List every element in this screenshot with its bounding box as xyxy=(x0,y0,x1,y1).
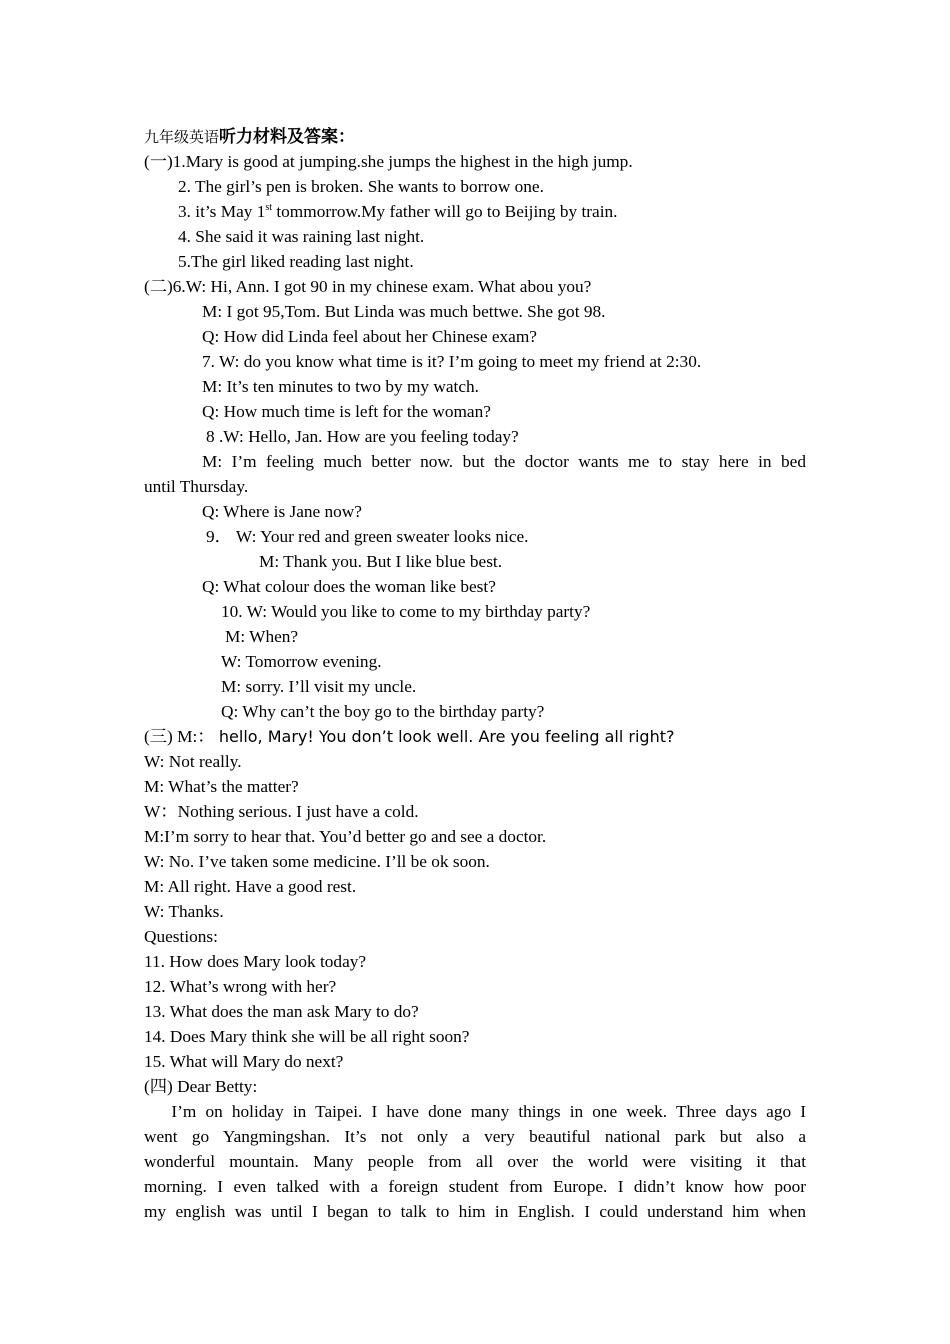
s3-line-12: 13. What does the man ask Mary to do? xyxy=(144,1002,419,1021)
s3-line-13: 14. Does Mary think she will be all right soon? xyxy=(144,1027,470,1046)
s3-line-7: M: All right. Have a good rest. xyxy=(144,877,357,896)
s2-line-7: 8 .W: Hello, Jan. How are you feeling today? xyxy=(206,427,519,446)
s2-line-14: 10. W: Would you like to come to my birthday party? xyxy=(221,602,591,621)
title-grade: 九年级英语 xyxy=(144,130,220,146)
s2-line-12: M: Thank you. But I like blue best. xyxy=(259,552,503,571)
s2-line-9: until Thursday. xyxy=(144,477,249,496)
s2-line-4: 7. W: do you know what time is it? I’m going to meet my friend at 2:30. xyxy=(202,352,702,371)
s3-line-14: 15. What will Mary do next? xyxy=(144,1052,344,1071)
s3-line-8: W: Thanks. xyxy=(144,902,224,921)
s1-line-3b: tommorrow.My father will go to Beijing by train. xyxy=(272,202,618,221)
s2-line-13: Q: What colour does the woman like best? xyxy=(202,577,496,596)
s3-line-9: Questions: xyxy=(144,927,218,946)
s3-line-3: M: What’s the matter? xyxy=(144,777,299,796)
s2-line-10: Q: Where is Jane now? xyxy=(202,502,362,521)
s3-line-1b: hello, Mary! You don’t look well. Are you feeling all right? xyxy=(218,727,675,746)
s2-line-18: Q: Why can’t the boy go to the birthday party? xyxy=(221,702,545,721)
s3-line-5: M:I’m sorry to hear that. You’d better go and see a doctor. xyxy=(144,827,547,846)
s2-line-3: Q: How did Linda feel about her Chinese exam? xyxy=(202,327,537,346)
s2-line-11: 9． W: Your red and green sweater looks nice. xyxy=(206,527,529,546)
s4-para-line-4: morning. I even talked with a foreign student from Europe. I didn’t know how poor xyxy=(144,1177,806,1196)
s2-line-15: M: When? xyxy=(225,627,299,646)
s3-line-11: 12. What’s wrong with her? xyxy=(144,977,337,996)
s4-line-1: (四) Dear Betty: xyxy=(144,1077,258,1096)
s4-para-line-1: I’m on holiday in Taipei. I have done many things in one week. Three days ago I xyxy=(144,1102,806,1121)
s2-line-1: (二)6.W: Hi, Ann. I got 90 in my chinese exam. What abou you? xyxy=(144,277,592,296)
s1-line-2: 2. The girl’s pen is broken. She wants to borrow one. xyxy=(178,177,544,196)
s1-line-5: 5.The girl liked reading last night. xyxy=(178,252,414,271)
s1-line-1: (一)1.Mary is good at jumping.she jumps the highest in the high jump. xyxy=(144,152,633,171)
s1-line-3a: 3. it’s May 1 xyxy=(178,202,266,221)
s4-para-line-2: went go Yangmingshan. It’s not only a very beautiful national park but also a xyxy=(144,1127,806,1146)
s2-line-5: M: It’s ten minutes to two by my watch. xyxy=(202,377,479,396)
s3-line-6: W: No. I’ve taken some medicine. I’ll be ok soon. xyxy=(144,852,490,871)
s4-para-line-3: wonderful mountain. Many people from all over the world were visiting it that xyxy=(144,1152,806,1171)
s2-line-6: Q: How much time is left for the woman? xyxy=(202,402,491,421)
s2-line-17: M: sorry. I’ll visit my uncle. xyxy=(221,677,417,696)
s3-line-1a: (三) M:： xyxy=(144,727,215,746)
s3-line-2: W: Not really. xyxy=(144,752,242,771)
s4-para-line-5: my english was until I began to talk to him in English. I could understand him when xyxy=(144,1202,806,1221)
s2-line-8: M: I’m feeling much better now. but the doctor wants me to stay here in bed xyxy=(202,452,806,471)
page-title xyxy=(144,124,806,151)
s1-line-4: 4. She said it was raining last night. xyxy=(178,227,425,246)
s3-line-4: W：Nothing serious. I just have a cold. xyxy=(144,802,419,821)
s3-line-10: 11. How does Mary look today? xyxy=(144,952,367,971)
s1-line-3 xyxy=(178,199,840,224)
s3-line-1 xyxy=(144,724,806,749)
s2-line-16: W: Tomorrow evening. xyxy=(221,652,382,671)
s1-line-3-sup: st xyxy=(265,202,273,214)
title-main: 听力材料及答案： xyxy=(219,127,356,146)
s2-line-2: M: I got 95,Tom. But Linda was much bettwe. She got 98. xyxy=(202,302,606,321)
